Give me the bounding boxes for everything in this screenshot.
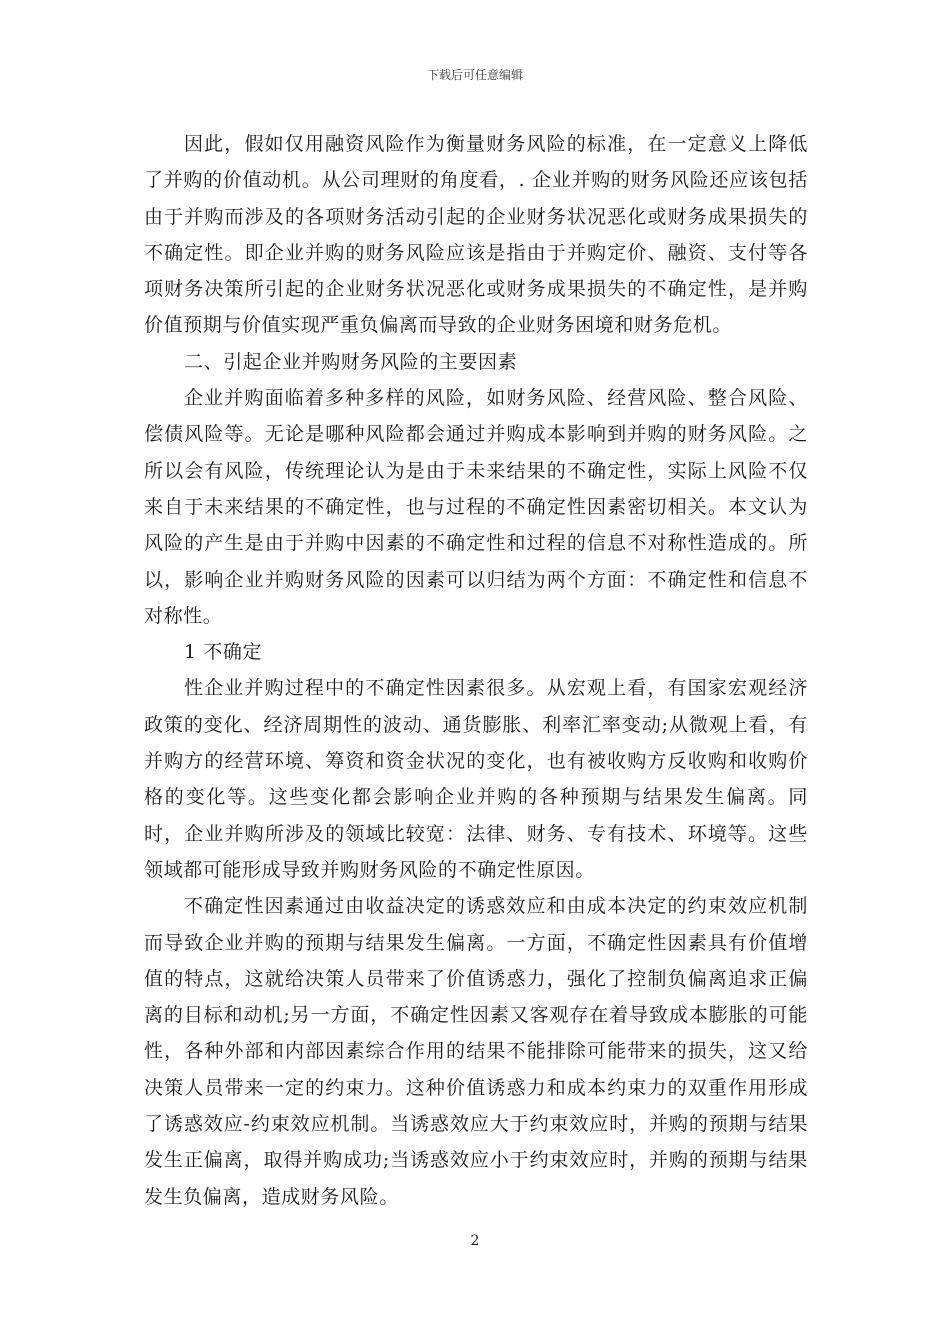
section-heading-2: 二、引起企业并购财务风险的主要因素 (184, 350, 518, 373)
document-body (144, 126, 808, 1215)
paragraph-4: 不确定性因素通过由收益决定的诱惑效应和由成本决定的约束效应机制而导致企业并购的预期与结果发生偏离。一方面，不确定性因素具有价值增值的特点，这就给决策人员带来了价值诱惑力，强化了控制负偏离追求正偏离的目标和动机;另一方面，不确定性因素又客观存在着导致成本膨胀的可能性，各种外部和内部因素综合作用的结果不能排除可能带来的损失，这又给决策人员带来一定的约束力。这种价值诱惑力和成本约束力的双重作用形成了诱惑效应-约束效应机制。当诱惑效应大于约束效应时，并购的预期与结果发生正偏离，取得并购成功;当诱惑效应小于约束效应时，并购的预期与结果发生负偏离，造成财务风险。 (144, 895, 808, 1208)
paragraph-1: 因此，假如仅用融资风险作为衡量财务风险的标准，在一定意义上降低了并购的价值动机。从公司理财的角度看，. 企业并购的财务风险还应该包括由于并购而涉及的各项财务活动引起的企业财务状况恶化或财务成果损失的不确定性。即企业并购的财务风险应该是指由于并购定价、融资、支付等各项财务决策所引起的企业财务状况恶化或财务成果损失的不确定性，是并购价值预期与价值实现严重负偏离而导致的企业财务困境和财务危机。 (144, 133, 808, 337)
paragraph-2: 企业并购面临着多种多样的风险，如财务风险、经营风险、整合风险、偿债风险等。无论是哪种风险都会通过并购成本影响到并购的财务风险。之所以会有风险，传统理论认为是由于未来结果的不确定性，实际上风险不仅来自于未来结果的不确定性，也与过程的不确定性因素密切相关。本文认为风险的产生是由于并购中因素的不确定性和过程的信息不对称性造成的。所以，影响企业并购财务风险的因素可以归结为两个方面：不确定性和信息不对称性。 (144, 387, 808, 627)
paragraph-3: 性企业并购过程中的不确定性因素很多。从宏观上看，有国家宏观经济政策的变化、经济周期性的波动、通货膨胀、利率汇率变动;从微观上看，有并购方的经营环境、筹资和资金状况的变化，也有被收购方反收购和收购价格的变化等。这些变化都会影响企业并购的各种预期与结果发生偏离。同时，企业并购所涉及的领域比较宽：法律、财务、专有技术、环境等。这些领域都可能形成导致并购财务风险的不确定性原因。 (144, 677, 808, 881)
subsection-heading-1: 1 不确定 (184, 641, 263, 664)
page-header: 下载后可任意编辑 (426, 68, 523, 82)
page-number: 2 (470, 1233, 480, 1249)
